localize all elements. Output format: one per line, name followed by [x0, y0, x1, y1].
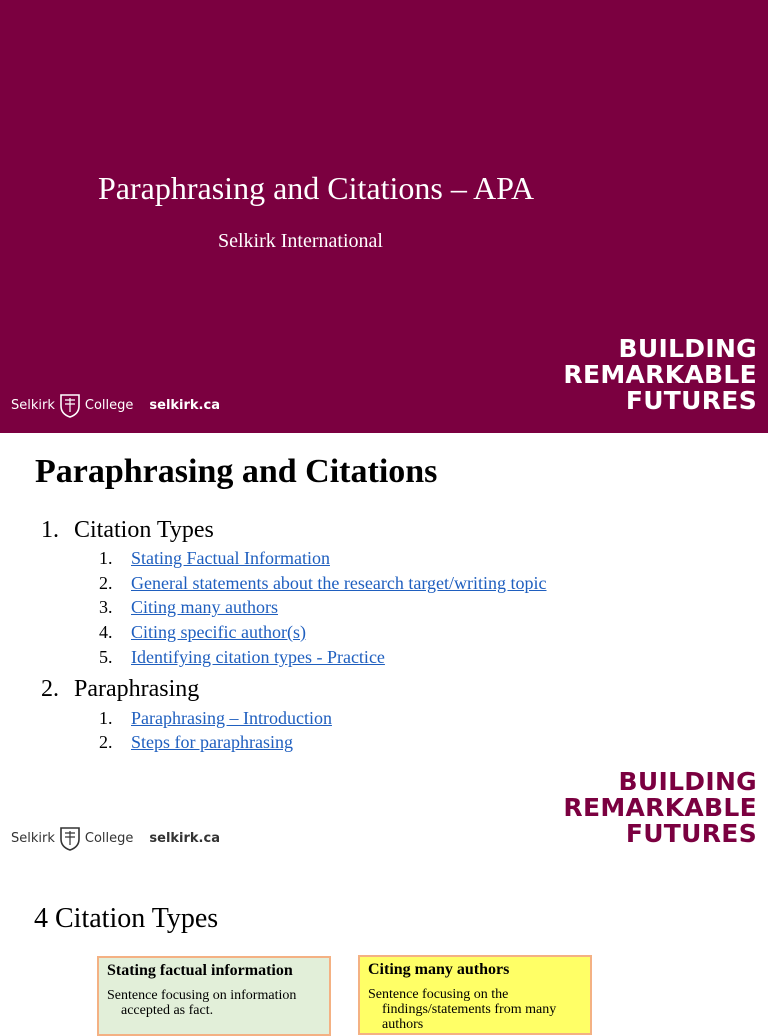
tagline-line: REMARKABLE	[563, 793, 757, 822]
link-citing-many-authors[interactable]: Citing many authors	[131, 597, 278, 617]
section-number: 2.	[41, 676, 59, 702]
logo-name-left: Selkirk	[11, 398, 55, 413]
link-identifying-citation-types[interactable]: Identifying citation types - Practice	[131, 647, 385, 667]
section-label: Citation Types	[74, 517, 214, 543]
item-number: 1.	[99, 548, 113, 568]
college-logo	[11, 825, 220, 852]
list-item	[99, 647, 385, 668]
card-title: Citing many authors	[368, 961, 510, 978]
title-slide	[0, 0, 768, 433]
logo-name-left: Selkirk	[11, 831, 55, 846]
item-number: 3.	[99, 597, 113, 617]
card-stating-factual-information	[97, 956, 331, 1036]
section-paraphrasing	[41, 676, 199, 703]
section-number: 1.	[41, 517, 59, 543]
contents-title: Paraphrasing and Citations	[35, 453, 438, 490]
college-logo	[11, 392, 220, 419]
tagline-line: BUILDING	[618, 767, 757, 796]
slide-title: 4 Citation Types	[34, 903, 219, 934]
tagline-line: REMARKABLE	[563, 360, 757, 389]
logo-name-right: College	[84, 831, 134, 846]
website-label: selkirk.ca	[149, 398, 220, 413]
link-stating-factual-information[interactable]: Stating Factual Information	[131, 548, 330, 568]
item-number: 5.	[99, 647, 113, 667]
link-citing-specific-authors[interactable]: Citing specific author(s)	[131, 622, 306, 642]
link-steps-for-paraphrasing[interactable]: Steps for paraphrasing	[131, 732, 293, 752]
crest-icon	[59, 825, 81, 852]
card-title: Stating factual information	[107, 962, 293, 979]
card-citing-many-authors	[358, 955, 592, 1035]
tagline	[563, 769, 757, 847]
logo-name-right: College	[84, 398, 134, 413]
tagline-line: BUILDING	[618, 334, 757, 363]
item-number: 1.	[99, 708, 113, 728]
item-number: 2.	[99, 732, 113, 752]
list-item	[99, 573, 547, 594]
list-item	[99, 548, 330, 569]
card-body: Sentence focusing on the findings/statements from many authors	[368, 987, 557, 1032]
link-general-statements[interactable]: General statements about the research target/writing topic	[131, 573, 547, 593]
tagline-line: FUTURES	[625, 819, 757, 848]
tagline	[563, 336, 757, 414]
item-number: 4.	[99, 622, 113, 642]
item-number: 2.	[99, 573, 113, 593]
presentation-subtitle: Selkirk International	[218, 230, 383, 252]
tagline-line: FUTURES	[625, 386, 757, 415]
contents-slide	[0, 433, 768, 863]
list-item	[99, 622, 306, 643]
list-item	[99, 708, 332, 729]
list-item	[99, 732, 293, 753]
section-citation-types	[41, 517, 214, 544]
card-body: Sentence focusing on information accepted as fact.	[107, 988, 297, 1018]
section-label: Paraphrasing	[74, 676, 200, 702]
website-label: selkirk.ca	[149, 831, 220, 846]
list-item	[99, 597, 278, 618]
link-paraphrasing-introduction[interactable]: Paraphrasing – Introduction	[131, 708, 332, 728]
citation-types-slide	[0, 863, 768, 1032]
presentation-title: Paraphrasing and Citations – APA	[98, 170, 535, 206]
crest-icon	[59, 392, 81, 419]
